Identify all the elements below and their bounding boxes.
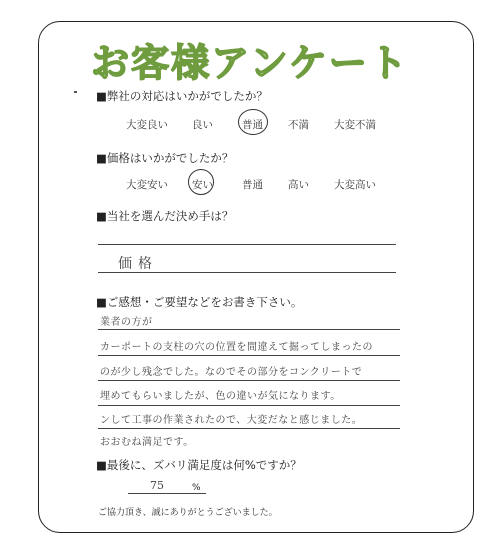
- percent-unit: %: [192, 483, 201, 493]
- survey-title: お客様アンケート: [91, 41, 409, 85]
- comment-line: 埋めてもらいましたが、色の違いが気になります。: [100, 391, 341, 402]
- selection-circle: [188, 169, 214, 195]
- question-satisfaction: ■最後に、ズバリ満足度は何%ですか？: [96, 458, 302, 472]
- comment-line: おおむね満足です。: [100, 437, 194, 448]
- price-option-normal[interactable]: 普通: [242, 179, 263, 191]
- service-option-normal[interactable]: 普通: [242, 119, 263, 131]
- comment-line: ンして工事の作業されたので、大変だなと感じました。: [100, 415, 363, 426]
- service-option-very-good[interactable]: 大変良い: [126, 119, 168, 131]
- answer-line: [98, 244, 396, 245]
- selection-circle: [238, 109, 268, 135]
- answer-line: [98, 428, 400, 429]
- price-option-very-cheap[interactable]: 大変安い: [126, 179, 168, 191]
- price-option-cheap[interactable]: 安い: [192, 179, 213, 191]
- question-comments: ■ご感想・ご要望などをお書き下さい。: [96, 295, 303, 309]
- service-option-very-dissatisfied[interactable]: 大変不満: [334, 119, 376, 131]
- comment-line: カーポートの支柱の穴の位置を間違えて掘ってしまったの: [100, 342, 373, 353]
- comment-line: 業者の方が: [100, 317, 153, 328]
- answer-line: [128, 493, 206, 494]
- thank-you-note: ご協力頂き、誠にありがとうございました。: [98, 508, 278, 518]
- question-price: ■価格はいかがでしたか？: [96, 151, 234, 165]
- answer-line: [98, 272, 396, 273]
- question-deciding-factor: ■当社を選んだ決め手は？: [96, 209, 234, 223]
- price-option-very-expensive[interactable]: 大変高い: [334, 179, 376, 191]
- answer-line: [98, 355, 400, 356]
- stray-mark: [74, 91, 77, 93]
- service-option-dissatisfied[interactable]: 不満: [288, 119, 309, 131]
- price-option-expensive[interactable]: 高い: [288, 179, 309, 191]
- answer-line: [98, 380, 400, 381]
- question-service: ■弊社の対応はいかがでしたか？: [96, 89, 268, 103]
- satisfaction-value[interactable]: 75: [150, 479, 164, 492]
- answer-line: [98, 405, 400, 406]
- deciding-factor-answer[interactable]: 価格: [118, 256, 158, 272]
- answer-line: [98, 329, 400, 330]
- service-option-good[interactable]: 良い: [192, 119, 213, 131]
- comment-line: のが少し残念でした。なのでその部分をコンクリートで: [100, 367, 363, 378]
